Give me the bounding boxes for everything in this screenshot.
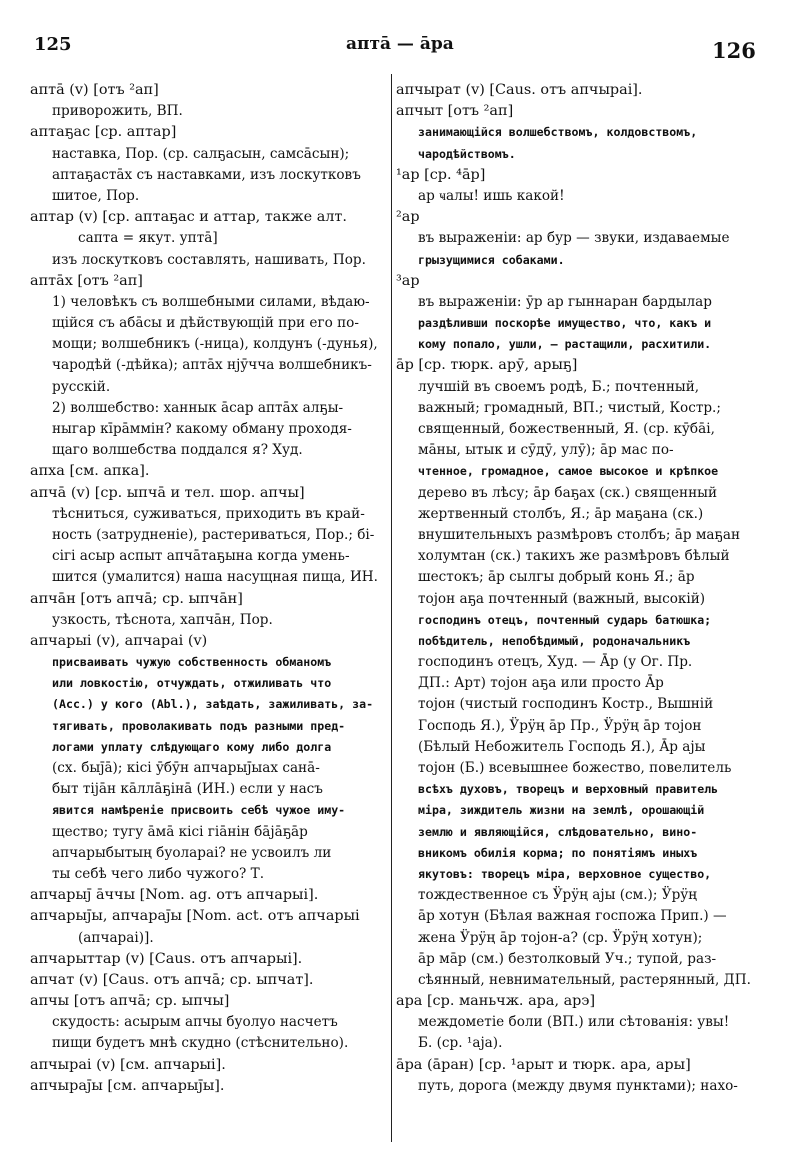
entry-text-line: ДП.: Арт) тојон аҕа или просто Āр xyxy=(418,675,664,692)
entry-text-line: грызущимися собаками. xyxy=(418,252,565,267)
entry-text-line: āр мāр (см.) безтолковый Уч.; тупой, раз- xyxy=(418,950,717,967)
entry-headword-line: aпчарыі (v), aпчараі (v) xyxy=(30,632,208,649)
entry-text-line: вникомъ обилія корма; по понятіямъ иныхъ xyxy=(418,845,698,860)
entry-text-line: логами уплату слѣдующаго кому либо долга xyxy=(52,739,332,754)
right-column xyxy=(396,80,770,1097)
entry-text-line: мощи; волшебникъ (-ница), колдунъ (-дунья), xyxy=(52,336,378,353)
entry-headword-line: ¹ар [ср. ⁴āр] xyxy=(396,166,486,183)
entry-text-line: сiгi асыр аспыт aпчāтаҕына когда умень- xyxy=(52,548,350,565)
entry-text-line: Б. (ср. ¹аja). xyxy=(418,1035,503,1052)
entry-text-line: чтенное, громадное, самое высокое и крѣпкое xyxy=(418,464,719,479)
entry-text-line: міра, зиждитель жизни на землѣ, орошающій xyxy=(418,803,705,818)
entry-text-line: приворожить, ВП. xyxy=(52,103,183,120)
column-divider xyxy=(391,74,392,1142)
entry-headword-line: aпчат (v) [Caus. отъ aпчā; ср. ыпчат]. xyxy=(30,971,314,988)
entry-headword-line: ²ар xyxy=(396,209,420,226)
entry-text-line: тѣсниться, суживаться, приходить въ край- xyxy=(52,505,365,522)
entry-text-line: 1) человѣкъ съ волшебными силами, вѣдаю- xyxy=(52,293,370,310)
entry-text-line: ность (затрудненіе), растериваться, Пор.; бі- xyxy=(52,526,375,543)
entry-text-line: пищи будетъ мнѣ скудно (стѣснительно). xyxy=(52,1035,349,1052)
entry-text-line: āр хотун (Бѣлая важная госпожа Прип.) — xyxy=(418,908,727,925)
entry-text-line: важный; громадный, ВП.; чистый, Костр.; xyxy=(418,399,721,416)
entry-text-line: побѣдитель, непобѣдимый, родоначальникъ xyxy=(418,633,691,648)
entry-text-line: сапта = якут. уптā] xyxy=(78,230,218,247)
entry-text-line: тојон аҕа почтенный (важный, высокій) xyxy=(418,590,706,607)
entry-text-line: (сх. быј̄ā); кiсi ӯбӯн aпчарыј̄ыах санā- xyxy=(52,760,320,776)
entry-text-line: священный, божественный, Я. (ср. кӯбāi, xyxy=(418,421,715,437)
entry-headword-line: aпчы [отъ aпчā; ср. ыпчы] xyxy=(30,993,230,1010)
entry-headword-line: āр [ср. тюрк. арӯ, арыҕ] xyxy=(396,357,578,374)
entry-text-line: въ выраженіи: ар бур — звуки, издаваемые xyxy=(418,230,730,247)
entry-headword-line: ара [ср. маньчж. ара, арэ] xyxy=(396,993,596,1010)
entry-text-line: господинъ отецъ, почтенный сударь батюшка; xyxy=(418,612,712,627)
entry-text-line: сѣянный, невнимательный, растерянный, ДП. xyxy=(418,971,751,988)
entry-headword-line: aптā (v) [отъ ²aп] xyxy=(30,82,159,98)
entry-text-line: путь, дорога (между двумя пунктами); нахо- xyxy=(418,1077,738,1094)
entry-text-line: холумтан (ск.) такихъ же размѣровъ бѣлый xyxy=(418,548,730,565)
entry-text-line: присваивать чужую собственность обманомъ xyxy=(52,655,332,670)
entry-headword-line: aптар (v) [ср. aптаҕас и аттар, также алт. xyxy=(30,209,347,226)
entry-text-line: aпчарыбытың буолараі? не усвоилъ ли xyxy=(52,844,332,861)
entry-text-line: якутовъ: творецъ міра, верховное существо, xyxy=(418,866,712,881)
entry-text-line: (Бѣлый Небожитель Господь Я.), Āр аjы xyxy=(418,738,706,755)
entry-text-line: скудость: асырым aпчы буолуо насчетъ xyxy=(52,1014,338,1031)
entry-text-line: шится (умалится) наша насущная пища, ИН. xyxy=(52,569,378,586)
entry-text-line: изъ лоскутковъ составлять, нашивать, Пор. xyxy=(52,251,366,268)
entry-text-line: чародѣй (-дѣйка); aптāх нјӯчча волшебникъ- xyxy=(52,357,372,374)
entry-text-line: узкость, тѣснота, хапчāн, Пор. xyxy=(52,611,273,628)
entry-headword-line: aпчāн [отъ aпчā; ср. ыпчāн] xyxy=(30,590,243,607)
entry-headword-line: aпчарыттар (v) [Caus. отъ aпчарыі]. xyxy=(30,950,303,967)
entry-text-line: русскій. xyxy=(52,378,111,395)
entry-text-line: быт тiјāн кāллāҕiнā (ИН.) если у насъ xyxy=(52,781,323,798)
entry-headword-line: aпчыраі (v) [см. aпчарыі]. xyxy=(30,1056,226,1073)
entry-text-line: мāны, ытык и сӯдӯ, улӯ); āр мас по- xyxy=(418,442,674,459)
entry-headword-line: aптаҕас [ср. aптар] xyxy=(30,124,177,141)
entry-text-line: землю и являющійся, слѣдовательно, вино- xyxy=(418,824,698,839)
entry-text-line: 2) волшебство: ханнык āсар aптāх алҕы- xyxy=(52,399,344,416)
entry-text-line: (Acc.) у кого (Abl.), заѣдать, зажиливать, за- xyxy=(52,697,374,712)
entry-headword-line: aпчыраj̄ы [см. aпчарыј̄ы]. xyxy=(30,1077,225,1094)
entry-text-line: въ выраженіи: ӯр ар гыннаран бардылар xyxy=(418,293,712,310)
entry-text-line: тождественное съ Ӱрӱң аjы (см.); Ӱрӱң xyxy=(418,887,697,904)
entry-text-line: кому попало, ушли, — растащили, расхитили. xyxy=(418,337,712,352)
running-title: aптā — āра xyxy=(346,34,454,54)
entry-text-line: шестокъ; āр сылгы добрый конь Я.; āр xyxy=(418,569,695,586)
entry-text-line: явится намѣреніе присвоить себѣ чужое иму- xyxy=(52,803,346,818)
page-number-right: 126 xyxy=(712,38,756,63)
left-column xyxy=(30,80,386,1097)
entry-text-line: тојон (Б.) всевышнее божество, повелитель xyxy=(418,760,732,776)
entry-text-line: наставка, Пор. (ср. салҕасын, самсāсын); xyxy=(52,145,350,162)
entry-text-line: Господь Я.), Ӱрӱң āр Пр., Ӱрӱң āр тојон xyxy=(418,717,702,734)
entry-text-line: щество; тугу āмā кiсi гiāнiн бāјāҕāр xyxy=(52,823,308,840)
entry-text-line: ныгар кīрāммiн? какому обману проходя- xyxy=(52,421,352,437)
page-number-left: 125 xyxy=(34,34,72,55)
entry-text-line: aптаҕастāх съ наставками, изъ лоскутковъ xyxy=(52,166,361,183)
entry-text-line: лучшій въ своемъ родѣ, Б.; почтенный, xyxy=(418,378,700,395)
entry-text-line: жертвенный столбъ, Я.; āр маҕана (ск.) xyxy=(418,505,704,522)
entry-headword-line: aпчырат (v) [Caus. отъ aпчыраі]. xyxy=(396,82,643,98)
entry-headword-line: aпчā (v) [ср. ыпчā и тел. шор. aпчы] xyxy=(30,484,305,501)
entry-text-line: жена Ӱрӱң āр тојон-а? (ср. Ӱрӱң хотун); xyxy=(418,929,703,946)
entry-text-line: всѣхъ духовъ, творецъ и верховный правитель xyxy=(418,782,719,797)
entry-text-line: занимающійся волшебствомъ, колдовствомъ, xyxy=(418,125,698,140)
entry-text-line: (aпчараі)]. xyxy=(78,929,154,946)
entry-text-line: дерево въ лѣсу; āр баҕах (ск.) священный xyxy=(418,484,718,501)
entry-text-line: тојон (чистый господинъ Костр., Вышній xyxy=(418,696,714,713)
entry-text-line: щаго волшебства поддался я? Худ. xyxy=(52,442,303,459)
entry-text-line: шитое, Пор. xyxy=(52,187,140,204)
entry-headword-line: aпчыт [отъ ²aп] xyxy=(396,103,514,120)
entry-text-line: или ловкостію, отчуждать, отжиливать что xyxy=(52,676,332,691)
entry-text-line: щійся съ абāсы и дѣйствующій при его по- xyxy=(52,315,359,332)
entry-headword-line: aпчарыј̄ы, aпчараj̄ы [Nom. act. отъ aпчарыі xyxy=(30,908,360,925)
entry-text-line: междометіе боли (ВП.) или сѣтованія: увы! xyxy=(418,1014,730,1031)
entry-headword-line: aпчарыј̄ āччы [Nom. ag. отъ aпчарыі]. xyxy=(30,887,319,904)
entry-text-line: чародѣйствомъ. xyxy=(418,146,516,161)
entry-headword-line: ³ар xyxy=(396,272,420,289)
entry-text-line: ар ҹалы! ишь какой! xyxy=(418,187,565,204)
entry-text-line: ты себѣ чего либо чужого? Т. xyxy=(52,865,265,882)
entry-text-line: внушительныхъ размѣровъ столбъ; āр маҕан xyxy=(418,526,741,543)
entry-headword-line: aптāх [отъ ²aп] xyxy=(30,272,143,289)
entry-text-line: господинъ отецъ, Худ. — Āр (у Ог. Пр. xyxy=(418,654,693,671)
entry-text-line: тягивать, проволакивать подъ разными пред- xyxy=(52,718,346,733)
entry-text-line: раздѣливши поскорѣе имущество, что, какъ и xyxy=(418,316,712,331)
entry-headword-line: āра (āран) [ср. ¹арыт и тюрк. ара, ары] xyxy=(396,1056,691,1073)
entry-headword-line: aпха [см. aпка]. xyxy=(30,463,150,480)
